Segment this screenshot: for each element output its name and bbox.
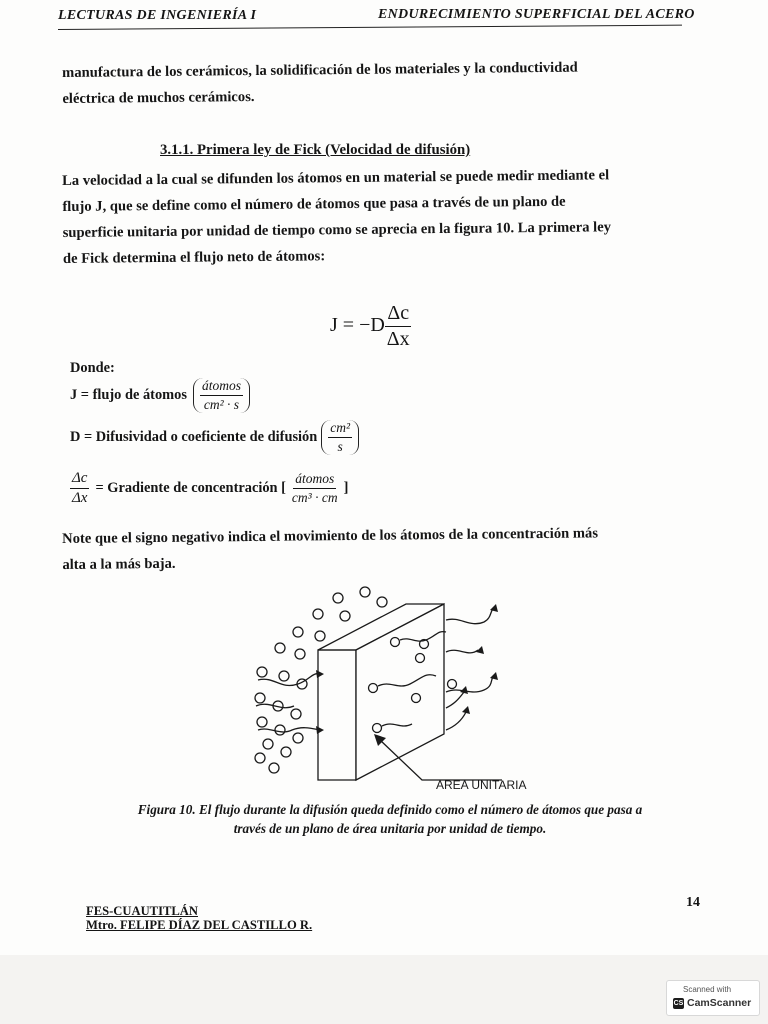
- formula-numerator: Δc: [385, 302, 411, 327]
- gradient-unit-fraction: [290, 471, 340, 506]
- note-line: Note que el signo negativo indica el movimiento de los átomos de la concentración más: [62, 525, 599, 547]
- atom-circle: [257, 667, 267, 677]
- intro-line: manufactura de los cerámicos, la solidificación de los materiales y la conductividad: [62, 59, 578, 81]
- watermark-small-text: Scanned with: [683, 985, 732, 994]
- atom-circle: [295, 649, 305, 659]
- intro-line: eléctrica de muchos cerámicos.: [62, 88, 255, 107]
- atom-circle: [448, 680, 457, 689]
- atom-circle: [333, 593, 343, 603]
- atom-circle: [293, 733, 303, 743]
- atom-circle: [263, 739, 273, 749]
- atom-circle: [257, 717, 267, 727]
- definition-d-units: [321, 420, 359, 455]
- page-number: 14: [686, 895, 700, 910]
- gradient-num: Δc: [70, 470, 89, 489]
- diffusion-figure: [240, 580, 570, 795]
- definition-d-den: s: [337, 439, 343, 454]
- flux-path: [446, 692, 464, 708]
- gradient-unit-den: cm³ · cm: [291, 490, 338, 505]
- flux-path: [446, 676, 494, 692]
- camscanner-watermark: [666, 980, 760, 1016]
- donde-text: Donde:: [70, 360, 115, 376]
- definition-gradient: [70, 470, 348, 507]
- flux-path: [446, 712, 466, 730]
- definition-j-den: cm² · s: [203, 397, 240, 412]
- gradient-den: Δx: [72, 490, 88, 506]
- atom-circle: [275, 643, 285, 653]
- caption-line: través de un plano de área unitaria por unidad de tiempo.: [233, 821, 547, 836]
- definition-j-fraction: [200, 378, 243, 413]
- donde-label: [70, 360, 115, 377]
- definition-j-units: [193, 378, 250, 413]
- body-line: de Fick determina el flujo neto de átomos:: [62, 248, 326, 267]
- flux-arrowhead: [462, 706, 470, 714]
- flux-path: [258, 728, 320, 732]
- atom-circle: [313, 609, 323, 619]
- note-paragraph: [62, 519, 693, 578]
- camscanner-logo-icon: CS: [673, 1000, 684, 1007]
- body-paragraph: [62, 161, 693, 272]
- note-line: alta a la más baja.: [62, 555, 176, 573]
- flux-arrowhead: [490, 672, 498, 680]
- formula-denominator: Δx: [386, 328, 410, 350]
- area-label: AREA UNITARIA: [436, 778, 527, 792]
- body-line: superficie unitaria por unidad de tiempo como se aprecia en la figura 10. La primera ley: [62, 219, 612, 241]
- caption-line: Figura 10. El flujo durante la difusión queda definido como el número de átomos que pasa a: [137, 802, 643, 817]
- formula-lhs: J = −D: [330, 314, 385, 337]
- atom-circle: [255, 753, 265, 763]
- formula-fraction: [385, 302, 412, 351]
- gradient-fraction: [70, 470, 89, 507]
- gradient-label: = Gradiente de concentración [: [95, 480, 286, 496]
- definition-d-num: cm²: [328, 420, 352, 438]
- fick-formula: [330, 302, 412, 351]
- atom-circle: [275, 725, 285, 735]
- atom-circle: [315, 631, 325, 641]
- atom-circle: [377, 597, 387, 607]
- atom-circle: [340, 611, 350, 621]
- header-left: LECTURAS DE INGENIERÍA I: [58, 8, 257, 23]
- section-title: 3.1.1. Primera ley de Fick (Velocidad de difusión): [160, 142, 471, 158]
- header-rule: [58, 25, 682, 30]
- plane-side-face: [318, 650, 356, 780]
- atom-circle: [279, 671, 289, 681]
- plane-front-face: [356, 604, 444, 780]
- intro-paragraph: [62, 53, 693, 112]
- footer-institution: FES-CUAUTITLÁN: [86, 904, 198, 918]
- flux-path: [256, 704, 294, 707]
- definition-d: [70, 420, 359, 455]
- definition-d-label: D = Difusividad o coeficiente de difusión: [70, 429, 318, 445]
- atom-circle: [281, 747, 291, 757]
- body-line: La velocidad a la cual se difunden los átomos en un material se puede medir mediante el: [62, 167, 610, 189]
- definition-j: [70, 378, 250, 413]
- watermark-name: CamScanner: [687, 997, 752, 1009]
- definition-j-num: átomos: [200, 378, 243, 396]
- gradient-unit-num: átomos: [293, 471, 336, 489]
- figure-caption: [100, 800, 680, 838]
- atom-circle: [255, 693, 265, 703]
- flux-arrowhead: [316, 670, 324, 678]
- body-line: flujo J, que se define como el número de átomos que pasa a través de un plano de: [62, 193, 566, 215]
- atom-circle: [291, 709, 301, 719]
- definition-d-fraction: [328, 420, 352, 455]
- flux-arrowhead: [316, 726, 324, 734]
- atom-circle: [293, 627, 303, 637]
- atom-circle: [269, 763, 279, 773]
- footer-author: Mtro. FELIPE DÍAZ DEL CASTILLO R.: [86, 918, 313, 932]
- header-right: ENDURECIMIENTO SUPERFICIAL DEL ACERO: [378, 7, 695, 22]
- definition-j-label: J = flujo de átomos: [70, 387, 187, 403]
- flux-path: [446, 650, 478, 653]
- gradient-close: ]: [343, 480, 349, 496]
- flux-path: [446, 608, 494, 624]
- atom-circle: [360, 587, 370, 597]
